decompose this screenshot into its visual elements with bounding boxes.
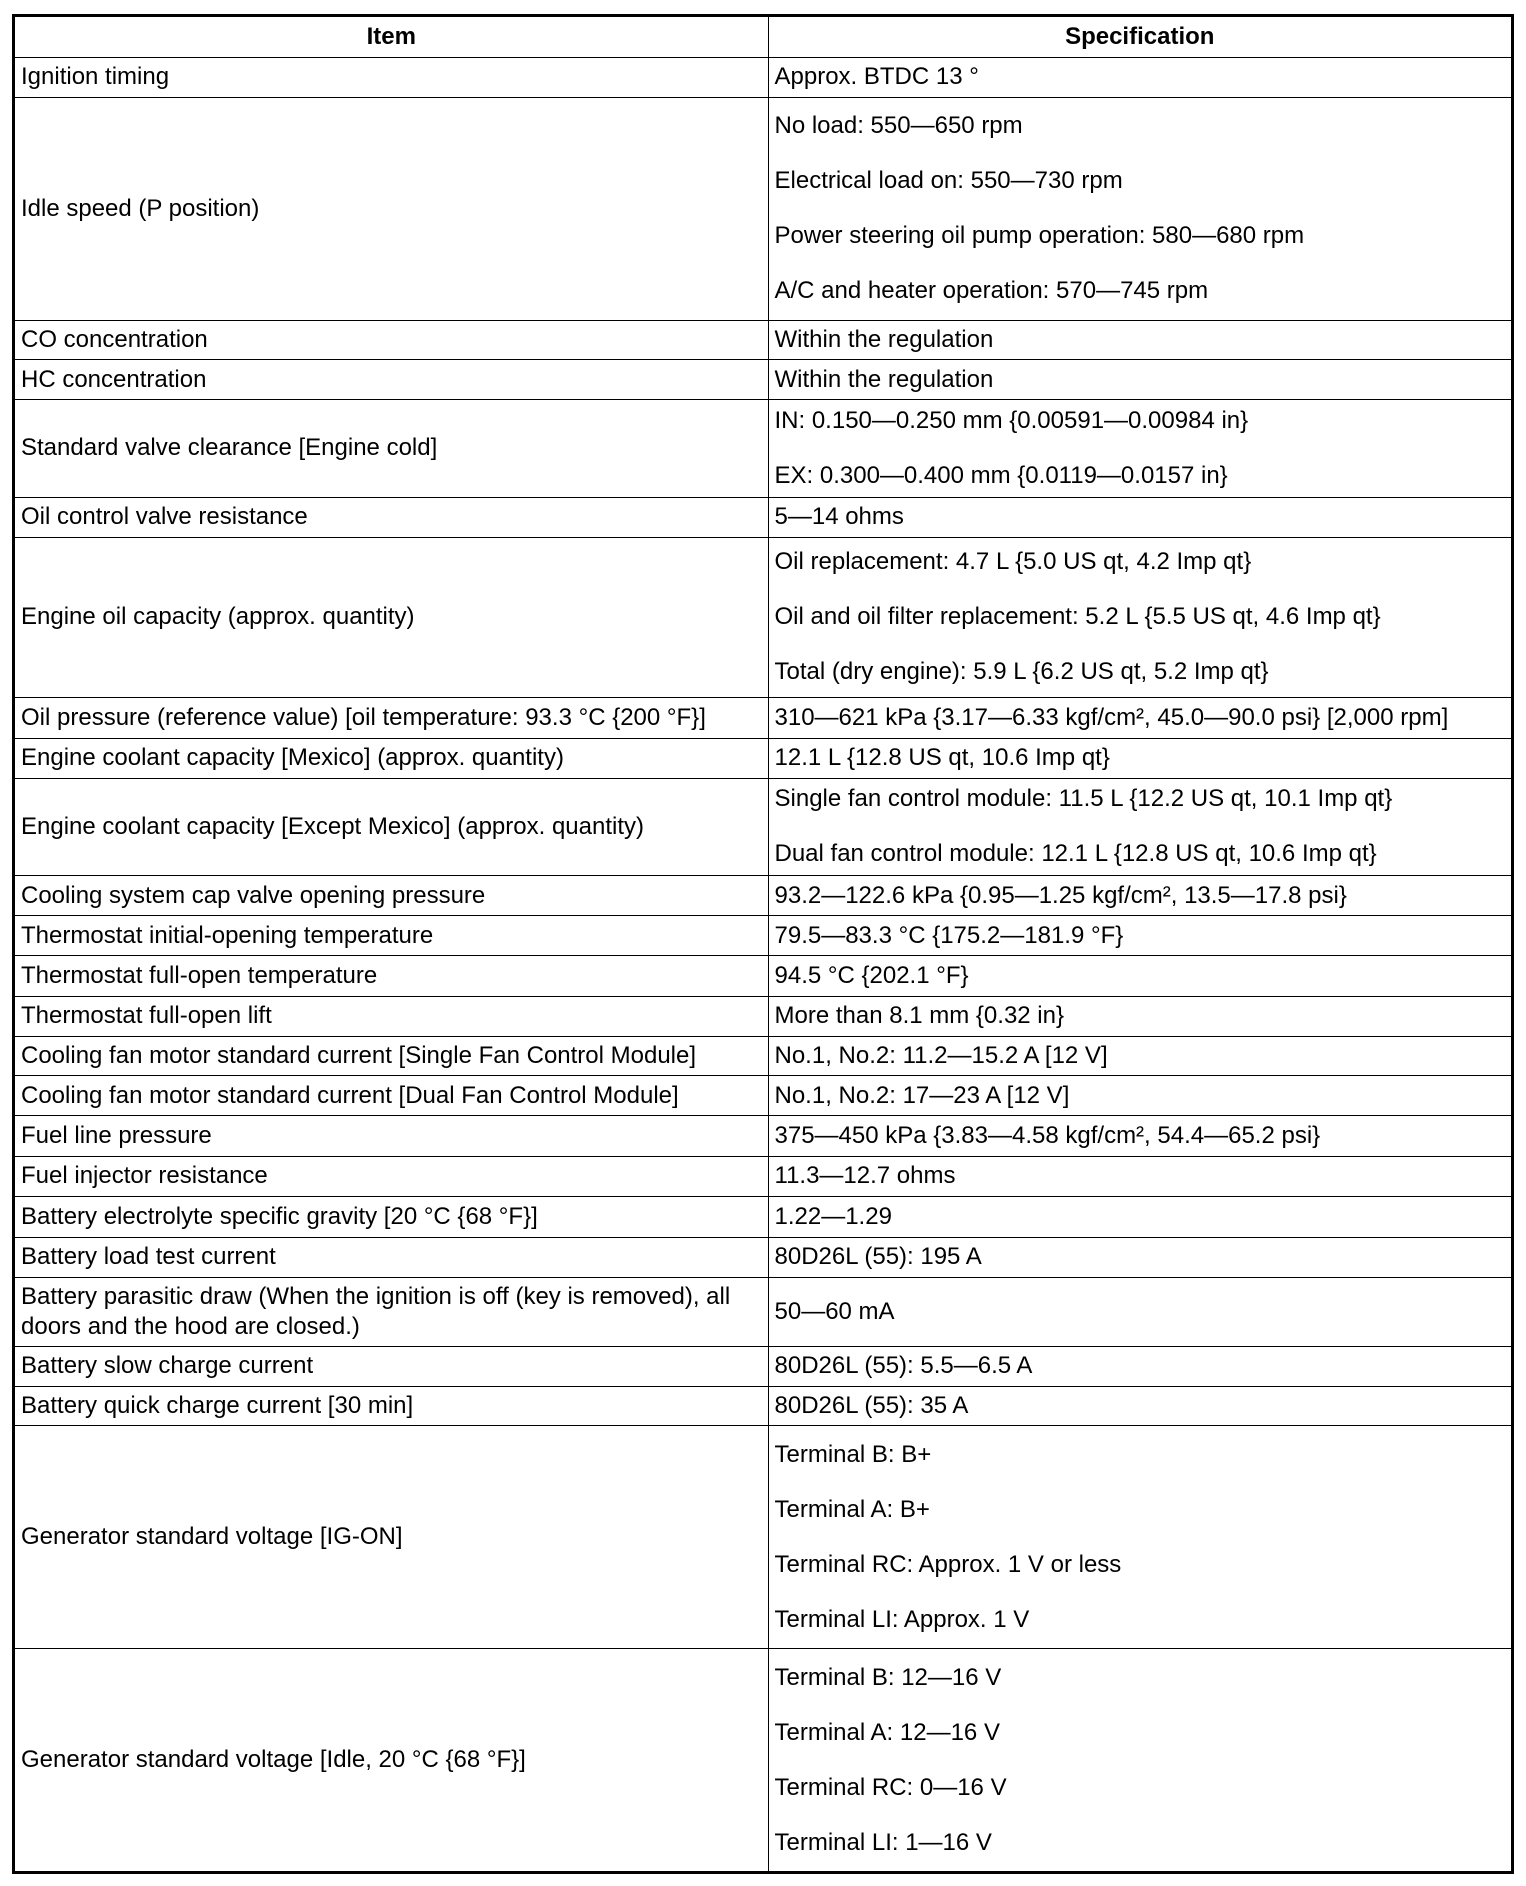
item-cell: Fuel injector resistance	[15, 1157, 768, 1197]
item-cell: CO concentration	[15, 320, 768, 360]
specification-line: Terminal LI: 1—16 V	[774, 1828, 992, 1856]
item-cell: Engine coolant capacity [Except Mexico] (approx. quantity)	[15, 778, 768, 876]
specification-line: Terminal LI: Approx. 1 V	[774, 1605, 1030, 1633]
specification-cell	[768, 97, 1511, 320]
item-cell: Thermostat full-open temperature	[15, 955, 768, 996]
table-row	[15, 1116, 1511, 1157]
item-cell: Ignition timing	[15, 58, 768, 98]
item-cell: Idle speed (P position)	[15, 97, 768, 320]
item-cell: Fuel line pressure	[15, 1116, 768, 1157]
specification-line: 80D26L (55): 195 A	[774, 1243, 982, 1271]
specification-line: Terminal B: 12—16 V	[774, 1663, 1002, 1691]
specification-line: 310—621 kPa {3.17—6.33 kgf/cm², 45.0—90.0 psi} [2,000 rpm]	[774, 703, 1449, 731]
item-cell: Cooling fan motor standard current [Single Fan Control Module]	[15, 1036, 768, 1076]
specification-line: Oil and oil filter replacement: 5.2 L {5.5 US qt, 4.6 Imp qt}	[774, 603, 1381, 631]
table-row	[15, 996, 1511, 1036]
specification-cell	[768, 1346, 1511, 1386]
item-cell: Battery quick charge current [30 min]	[15, 1386, 768, 1426]
table-row	[15, 1346, 1511, 1386]
table-row	[15, 1277, 1511, 1346]
specification-line: 94.5 °C {202.1 °F}	[774, 961, 969, 989]
specification-line: 11.3—12.7 ohms	[774, 1162, 956, 1190]
specification-line: Approx. BTDC 13 °	[774, 63, 979, 91]
specification-cell	[768, 1386, 1511, 1426]
specification-line: 80D26L (55): 35 A	[774, 1392, 969, 1420]
specification-cell	[768, 1036, 1511, 1076]
table-row	[15, 1196, 1511, 1237]
specification-cell	[768, 1076, 1511, 1116]
item-cell: Engine coolant capacity [Mexico] (approx. quantity)	[15, 738, 768, 778]
specification-line: A/C and heater operation: 570—745 rpm	[774, 277, 1209, 305]
specification-cell	[768, 778, 1511, 876]
table-row	[15, 1036, 1511, 1076]
specification-line: 93.2—122.6 kPa {0.95—1.25 kgf/cm², 13.5—17.8 psi}	[774, 881, 1347, 909]
specification-cell	[768, 537, 1511, 697]
specification-cell	[768, 1196, 1511, 1237]
specification-line: 375—450 kPa {3.83—4.58 kgf/cm², 54.4—65.2 psi}	[774, 1122, 1321, 1150]
specification-line: 80D26L (55): 5.5—6.5 A	[774, 1352, 1033, 1380]
item-cell: Oil pressure (reference value) [oil temperature: 93.3 °C {200 °F}]	[15, 697, 768, 738]
table-row	[15, 1237, 1511, 1277]
item-cell: Thermostat initial-opening temperature	[15, 916, 768, 956]
table-row	[15, 738, 1511, 778]
specification-line: Within the regulation	[774, 325, 994, 353]
specification-cell	[768, 916, 1511, 956]
table-body	[15, 58, 1511, 1872]
specification-cell	[768, 58, 1511, 98]
specification-line: No.1, No.2: 17—23 A [12 V]	[774, 1081, 1070, 1109]
specification-line: 1.22—1.29	[774, 1202, 892, 1230]
specification-line: 12.1 L {12.8 US qt, 10.6 Imp qt}	[774, 744, 1110, 772]
specification-line: EX: 0.300—0.400 mm {0.0119—0.0157 in}	[774, 461, 1228, 489]
specification-line: Terminal RC: Approx. 1 V or less	[774, 1550, 1122, 1578]
specification-line: Terminal A: 12—16 V	[774, 1718, 1000, 1746]
table-row	[15, 1426, 1511, 1649]
column-header-specification: Specification	[768, 17, 1511, 58]
item-cell: HC concentration	[15, 360, 768, 400]
specification-line: Within the regulation	[774, 365, 994, 393]
table-row	[15, 955, 1511, 996]
specification-cell	[768, 876, 1511, 916]
table-row	[15, 58, 1511, 98]
specification-line: No.1, No.2: 11.2—15.2 A [12 V]	[774, 1041, 1108, 1069]
item-cell: Cooling system cap valve opening pressure	[15, 876, 768, 916]
specification-cell	[768, 955, 1511, 996]
specification-line: Power steering oil pump operation: 580—680 rpm	[774, 222, 1305, 250]
specification-cell	[768, 400, 1511, 498]
specification-line: 50—60 mA	[774, 1297, 895, 1325]
table-header-row	[15, 17, 1511, 58]
specification-line: 79.5—83.3 °C {175.2—181.9 °F}	[774, 921, 1124, 949]
item-cell: Thermostat full-open lift	[15, 996, 768, 1036]
table-row	[15, 360, 1511, 400]
item-cell: Battery parasitic draw (When the ignition is off (key is removed), all doors and the hood are closed.)	[15, 1277, 768, 1346]
specification-line: Terminal RC: 0—16 V	[774, 1773, 1007, 1801]
specification-line: Total (dry engine): 5.9 L {6.2 US qt, 5.2 Imp qt}	[774, 658, 1269, 686]
specification-line: More than 8.1 mm {0.32 in}	[774, 1002, 1064, 1030]
specification-cell	[768, 320, 1511, 360]
table-row	[15, 697, 1511, 738]
column-header-item: Item	[15, 17, 768, 58]
specification-line: Terminal B: B+	[774, 1440, 932, 1468]
item-cell: Oil control valve resistance	[15, 497, 768, 537]
table-row	[15, 320, 1511, 360]
specification-cell	[768, 360, 1511, 400]
item-cell: Cooling fan motor standard current [Dual Fan Control Module]	[15, 1076, 768, 1116]
item-cell: Engine oil capacity (approx. quantity)	[15, 537, 768, 697]
specification-cell	[768, 1116, 1511, 1157]
specification-line: Dual fan control module: 12.1 L {12.8 US qt, 10.6 Imp qt}	[774, 840, 1377, 868]
specification-cell	[768, 996, 1511, 1036]
item-cell: Battery load test current	[15, 1237, 768, 1277]
specification-cell	[768, 1426, 1511, 1649]
specification-cell	[768, 1157, 1511, 1197]
specification-cell	[768, 1237, 1511, 1277]
specification-line: Electrical load on: 550—730 rpm	[774, 167, 1123, 195]
specification-line: Terminal A: B+	[774, 1495, 930, 1523]
specification-cell	[768, 1649, 1511, 1871]
table-row	[15, 400, 1511, 498]
specification-line: 5—14 ohms	[774, 503, 904, 531]
table-row	[15, 497, 1511, 537]
specification-table	[15, 17, 1511, 1871]
specification-line: Oil replacement: 4.7 L {5.0 US qt, 4.2 Imp qt}	[774, 548, 1252, 576]
item-cell: Generator standard voltage [Idle, 20 °C {68 °F}]	[15, 1649, 768, 1871]
specification-line: IN: 0.150—0.250 mm {0.00591—0.00984 in}	[774, 406, 1249, 434]
item-cell: Generator standard voltage [IG-ON]	[15, 1426, 768, 1649]
specification-cell	[768, 697, 1511, 738]
specification-line: No load: 550—650 rpm	[774, 112, 1023, 140]
table-row	[15, 1386, 1511, 1426]
item-cell: Standard valve clearance [Engine cold]	[15, 400, 768, 498]
specification-cell	[768, 497, 1511, 537]
table-row	[15, 1076, 1511, 1116]
item-cell: Battery slow charge current	[15, 1346, 768, 1386]
table-row	[15, 876, 1511, 916]
spec-table-frame	[12, 14, 1514, 1874]
specification-cell	[768, 738, 1511, 778]
table-row	[15, 97, 1511, 320]
specification-line: Single fan control module: 11.5 L {12.2 US qt, 10.1 Imp qt}	[774, 785, 1393, 813]
specification-cell	[768, 1277, 1511, 1346]
table-row	[15, 537, 1511, 697]
table-row	[15, 916, 1511, 956]
table-row	[15, 1649, 1511, 1871]
table-row	[15, 1157, 1511, 1197]
table-row	[15, 778, 1511, 876]
item-cell: Battery electrolyte specific gravity [20 °C {68 °F}]	[15, 1196, 768, 1237]
